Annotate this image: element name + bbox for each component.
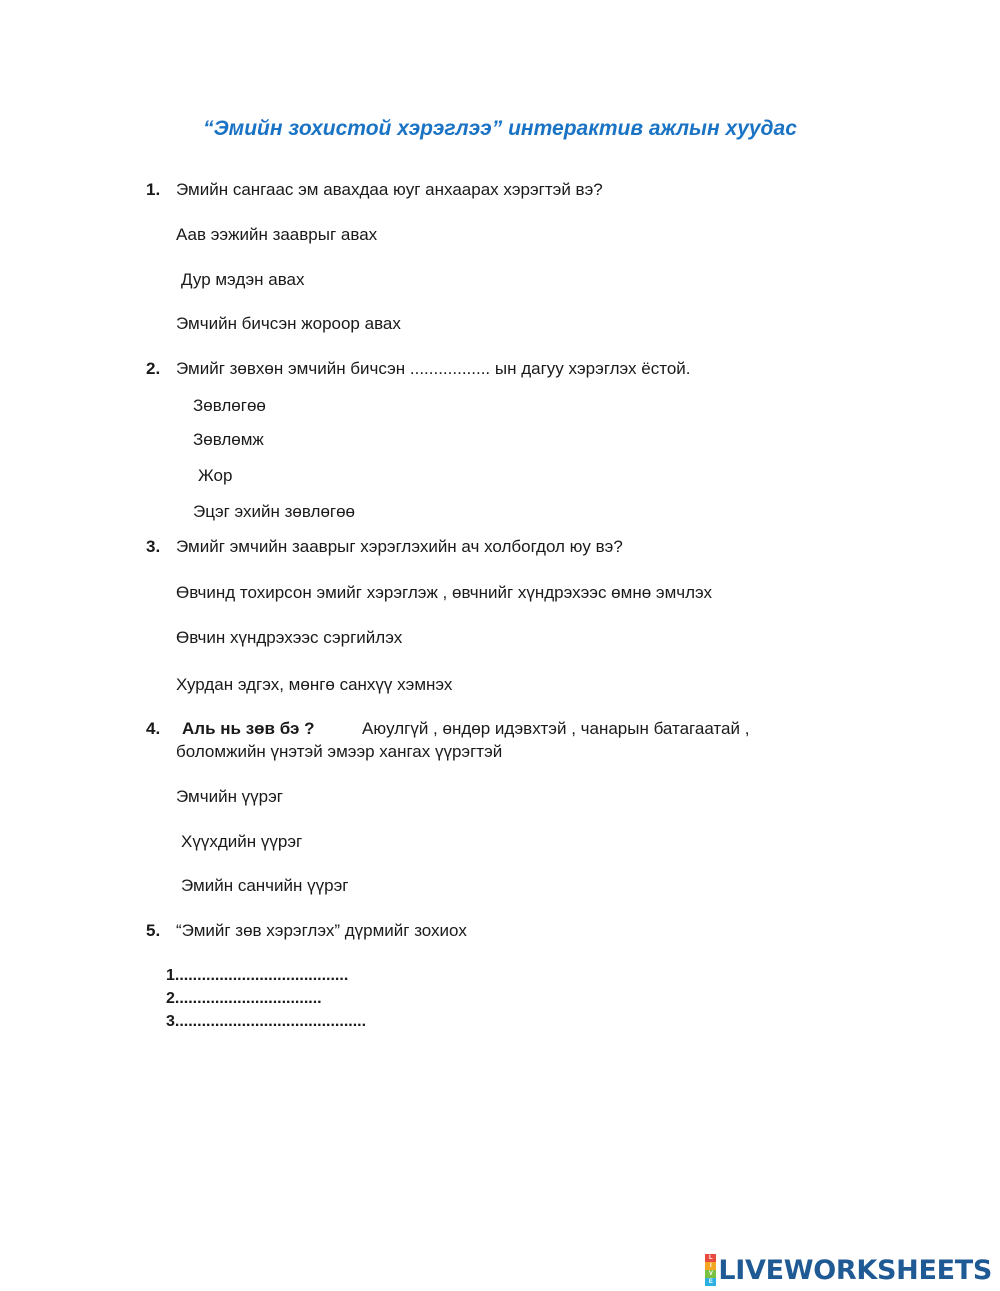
logo-letter-l: L (705, 1254, 716, 1262)
question-5-number: 5. (146, 921, 161, 940)
question-4-option-3[interactable]: Эмийн санчийн үүрэг (181, 876, 349, 895)
question-2-option-1[interactable]: Зөвлөгөө (193, 396, 266, 415)
question-2-option-2[interactable]: Зөвлөмж (193, 430, 264, 449)
question-1-option-3[interactable]: Эмчийн бичсэн жороор авах (176, 314, 401, 333)
question-4-number: 4. (146, 719, 161, 738)
question-1-option-2[interactable]: Дур мэдэн авах (181, 270, 305, 289)
question-2-text: Эмийг зөвхөн эмчийн бичсэн ................. ын дагуу хэрэглэх ёстой. (176, 359, 691, 378)
question-3-option-3[interactable]: Хурдан эдгэх, мөнгө санхүү хэмнэх (176, 675, 453, 694)
liveworksheets-brand[interactable] (705, 1254, 992, 1286)
liveworksheets-logo-icon (705, 1254, 716, 1286)
question-4-bold-text: Аль нь зөв бэ ? (182, 719, 315, 738)
question-1-text: Эмийн сангаас эм авахдаа юуг анхаарах хэрэгтэй вэ? (176, 180, 603, 199)
question-3-number: 3. (146, 537, 161, 556)
question-4-option-1[interactable]: Эмчийн үүрэг (176, 787, 284, 806)
logo-letter-i: I (705, 1262, 716, 1270)
logo-letter-v: V (705, 1270, 716, 1278)
question-2-option-3[interactable]: Жор (198, 466, 233, 485)
question-3-text: Эмийг эмчийн зааврыг хэрэглэхийн ач холбогдол юу вэ? (176, 537, 623, 556)
question-4-text-line-1: Аюулгүй , өндөр идэвхтэй , чанарын батагаатай , (362, 719, 750, 738)
worksheet-title: “Эмийн зохистой хэрэглээ” интерактив ажлын хуудас (203, 117, 797, 140)
question-2-number: 2. (146, 359, 161, 378)
brand-name: LIVEWORKSHEETS (718, 1254, 992, 1286)
question-3-option-1[interactable]: Өвчинд тохирсон эмийг хэрэглэж , өвчнийг хүндрэхээс өмнө эмчлэх (176, 583, 713, 602)
logo-letter-e: E (705, 1278, 716, 1286)
question-3-option-2[interactable]: Өвчин хүндрэхээс сэргийлэх (176, 628, 403, 647)
answer-blank-1[interactable]: 1....................................... (166, 967, 349, 984)
question-4-text-line-2: боломжийн үнэтэй эмээр хангах үүрэгтэй (176, 742, 503, 761)
question-1-option-1[interactable]: Аав ээжийн зааврыг авах (176, 225, 378, 244)
answer-blank-3[interactable]: 3........................................... (166, 1013, 367, 1030)
question-1-number: 1. (146, 180, 161, 199)
question-2-option-4[interactable]: Эцэг эхийн зөвлөгөө (193, 502, 356, 521)
question-4-option-2[interactable]: Хүүхдийн үүрэг (181, 832, 303, 851)
question-5-text: “Эмийг зөв хэрэглэх” дүрмийг зохиох (176, 921, 467, 940)
answer-blank-2[interactable]: 2................................. (166, 990, 322, 1007)
